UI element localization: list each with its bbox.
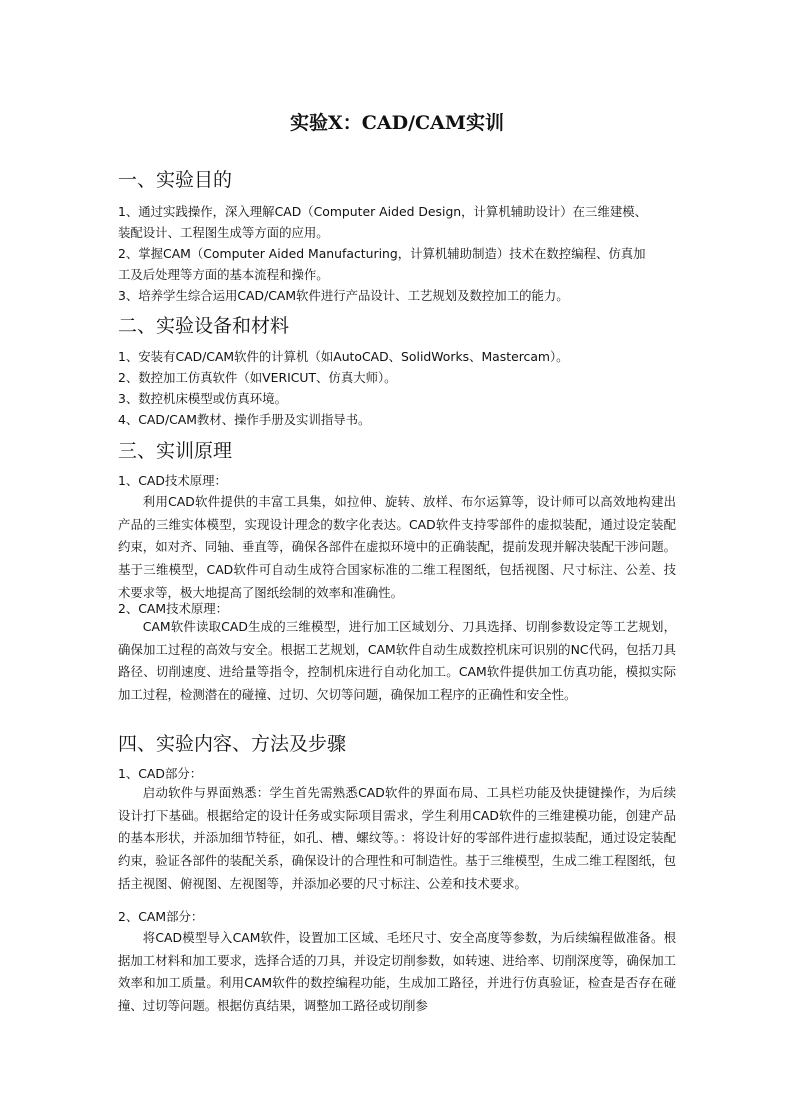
subsection-heading: 1、CAD部分： [118, 766, 203, 781]
paragraph: 利用CAD软件提供的丰富工具集，如拉伸、旋转、放样、布尔运算等，设计师可以高效地构建出产品的三维实体模型，实现设计理念的数字化表达。CAD软件支持零部件的虚拟装配，通过设定装配约束，如对齐、同轴、垂直等，确保各部件在虚拟环境中的正确装配，提前发现并解决装配干涉问题。基于三维模型，CAD软件可自动生成符合国家标准的二维工程图纸，包括视图、尺寸标注、公差、技术要求等，极大地提高了图纸绘制的效率和准确性。 [118, 494, 676, 600]
objective-line: 1、通过实践操作，深入理解CAD（Computer Aided Design，计算机辅助设计）在三维建模、 [118, 204, 648, 219]
equipment-item: 2、数控加工仿真软件（如VERICUT、仿真大师）。 [118, 370, 397, 385]
equipment-item: 3、数控机床模型或仿真环境。 [118, 391, 287, 406]
equipment-item: 1、安装有CAD/CAM软件的计算机（如AutoCAD、SolidWorks、Mastercam）。 [118, 349, 569, 364]
subsection-heading: 1、CAD技术原理： [118, 473, 227, 488]
equipment-item: 4、CAD/CAM教材、操作手册及实训指导书。 [118, 412, 371, 427]
subsection-heading: 2、CAM部分： [118, 909, 204, 924]
section-heading-principles: 三、实训原理 [118, 440, 233, 462]
subsection-heading: 2、CAM技术原理： [118, 601, 229, 616]
objective-line: 3、培养学生综合运用CAD/CAM软件进行产品设计、工艺规划及数控加工的能力。 [118, 288, 569, 303]
objective-line: 装配设计、工程图生成等方面的应用。 [118, 225, 329, 240]
objective-line: 2、掌握CAM（Computer Aided Manufacturing，计算机辅助制造）技术在数控编程、仿真加 [118, 246, 646, 261]
paragraph: 启动软件与界面熟悉：学生首先需熟悉CAD软件的界面布局、工具栏功能及快捷键操作，为后续设计打下基础。根据给定的设计任务或实际项目需求，学生利用CAD软件的三维建模功能，创建产品的基本形状，并添加细节特征，如孔、槽、螺纹等。：将设计好的零部件进行虚拟装配，通过设定装配约束，验证各部件的装配关系，确保设计的合理性和可制造性。基于三维模型，生成二维工程图纸，包括主视图、俯视图、左视图等，并添加必要的尺寸标注、公差和技术要求。 [118, 785, 676, 891]
section-heading-equipment: 二、实验设备和材料 [118, 315, 290, 337]
document-title: 实验X：CAD/CAM实训 [290, 112, 504, 134]
section-heading-procedure: 四、实验内容、方法及步骤 [118, 733, 347, 755]
paragraph: 将CAD模型导入CAM软件，设置加工区域、毛坯尺寸、安全高度等参数，为后续编程做准备。根据加工材料和加工要求，选择合适的刀具，并设定切削参数，如转速、进给率、切削深度等，确保加工效率和加工质量。利用CAM软件的数控编程功能，生成加工路径，并进行仿真验证，检查是否存在碰撞、过切等问题。根据仿真结果，调整加工路径或切削参 [118, 930, 676, 1014]
objective-line: 工及后处理等方面的基本流程和操作。 [118, 267, 329, 282]
paragraph: CAM软件读取CAD生成的三维模型，进行加工区域划分、刀具选择、切削参数设定等工艺规划，确保加工过程的高效与安全。根据工艺规划，CAM软件自动生成数控机床可识别的NC代码，包括刀具路径、切削速度、进给量等指令，控制机床进行自动化加工。CAM软件提供加工仿真功能，模拟实际加工过程，检测潜在的碰撞、过切、欠切等问题，确保加工程序的正确性和安全性。 [118, 619, 676, 703]
section-heading-objectives: 一、实验目的 [118, 169, 233, 191]
